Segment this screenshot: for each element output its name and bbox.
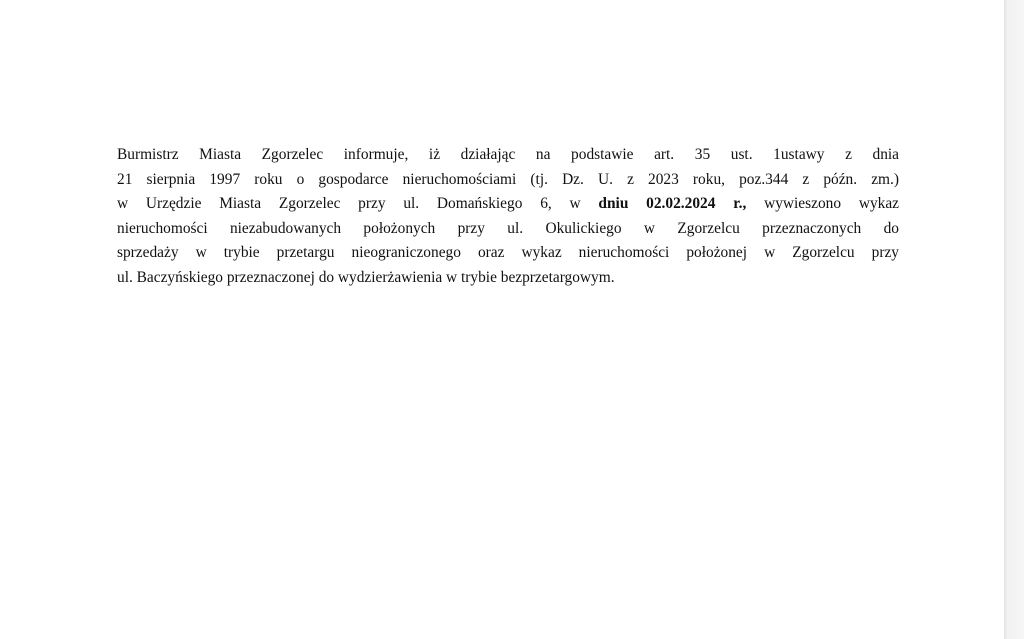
paragraph-line-1: Burmistrz Miasta Zgorzelec informuje, iż działając na podstawie art. 35 ust. 1ustawy z dnia [117, 146, 899, 163]
page-edge-scroll-gutter [1004, 0, 1024, 639]
line-3-text-after: wywieszono wykaz [746, 195, 899, 212]
paragraph-line-2: 21 sierpnia 1997 roku o gospodarce nieruchomościami (tj. Dz. U. z 2023 roku, poz.344 z późn. zm.) [117, 170, 899, 188]
posting-date-bold: dniu 02.02.2024 r., [598, 195, 747, 212]
paragraph-line-4: nieruchomości niezabudowanych położonych przy ul. Okulickiego w Zgorzelcu przeznaczonych do [117, 219, 899, 237]
announcement-paragraph [117, 143, 899, 290]
paragraph-line-5: sprzedaży w trybie przetargu nieograniczonego oraz wykaz nieruchomości położonej w Zgorzelcu przy [117, 244, 899, 261]
line-3-text-before: w Urzędzie Miasta Zgorzelec przy ul. Domańskiego 6, w [117, 195, 599, 212]
paragraph-line-3 [117, 192, 899, 217]
paragraph-line-6: ul. Baczyńskiego przeznaczonej do wydzierżawienia w trybie bezprzetargowym. [117, 268, 615, 286]
